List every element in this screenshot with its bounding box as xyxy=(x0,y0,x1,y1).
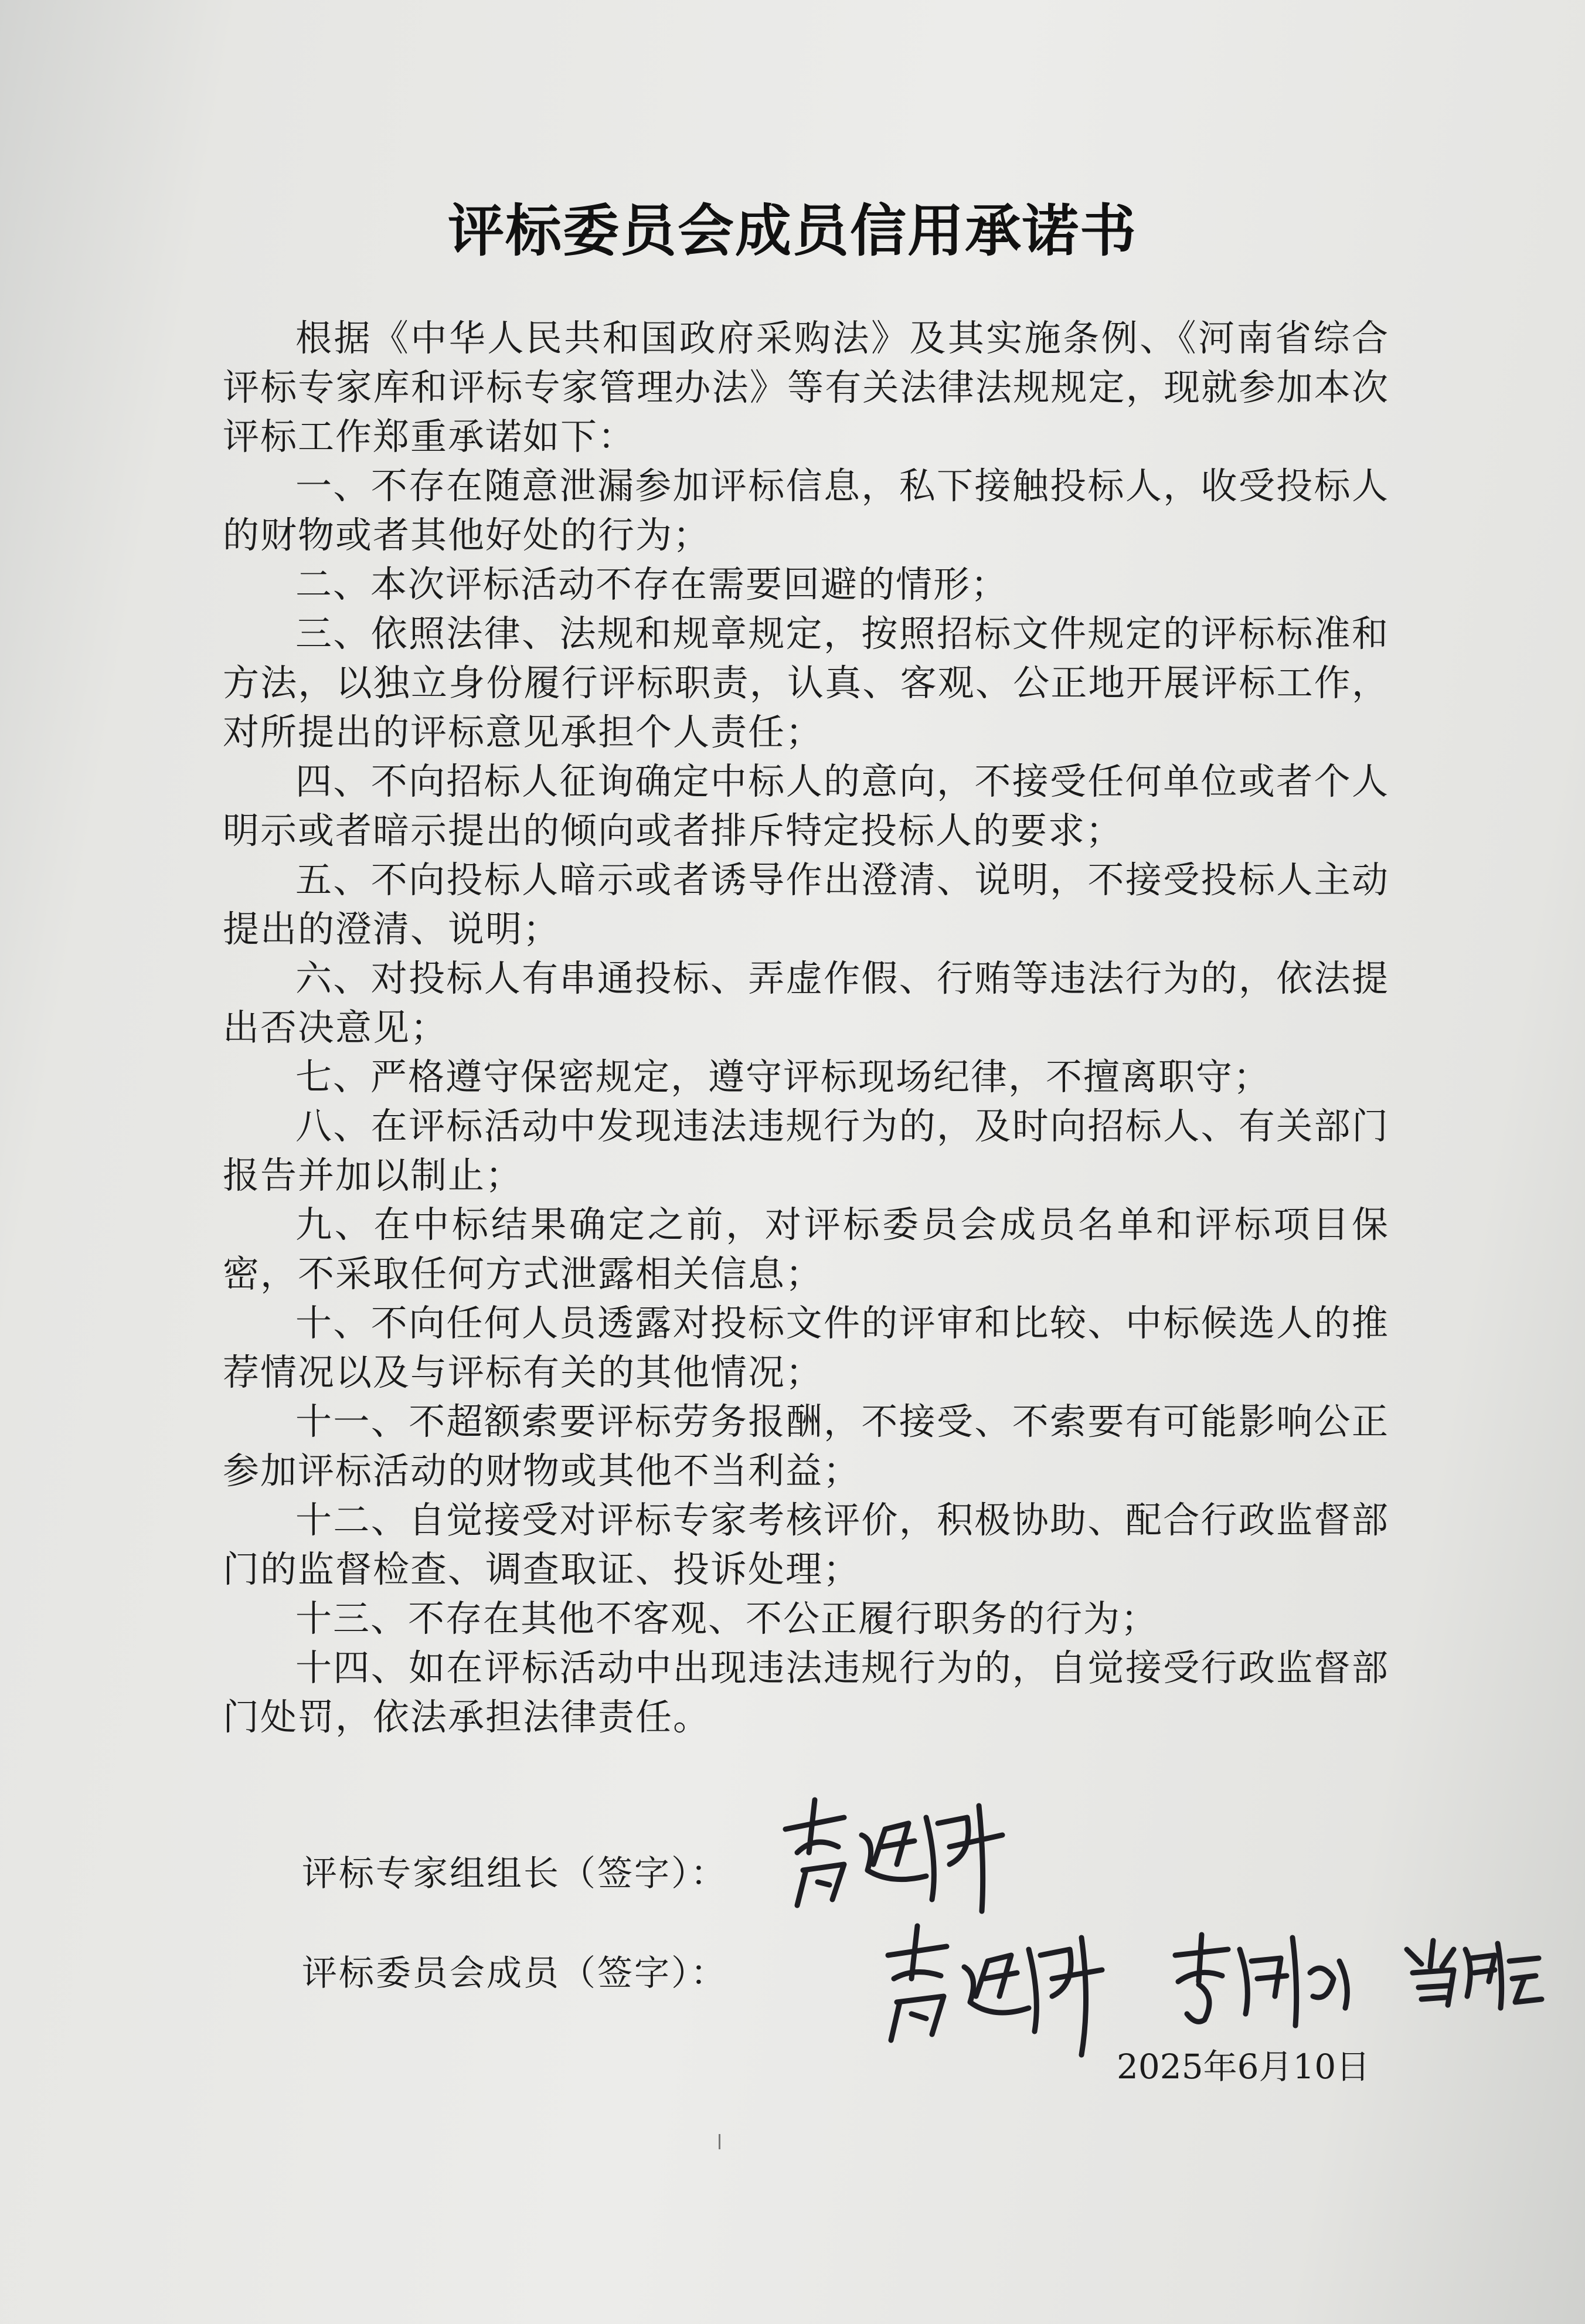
commitment-item-3: 三、依照法律、法规和规章规定，按照招标文件规定的评标标准和方法，以独立身份履行评标职责，认真、客观、公正地开展评标工作，对所提出的评标意见承担个人责任； xyxy=(223,612,1389,753)
commitment-item-13: 十三、不存在其他不客观、不公正履行职务的行为； xyxy=(295,1597,1159,1640)
leader-signature xyxy=(774,1782,1020,1917)
commitment-item-10: 十、不向任何人员透露对投标文件的评审和比较、中标候选人的推荐情况以及与评标有关的其他情况； xyxy=(223,1302,1389,1394)
member-signature-3 xyxy=(1398,1932,1545,2014)
member-signature-1 xyxy=(870,1914,1117,2061)
commitment-item-11: 十一、不超额索要评标劳务报酬，不接受、不索要有可能影响公正参加评标活动的财物或其他不当利益； xyxy=(223,1400,1389,1492)
paper-mark xyxy=(719,2134,720,2149)
document-body xyxy=(223,314,1389,1742)
commitment-item-1: 一、不存在随意泄漏参加评标信息，私下接触投标人，收受投标人的财物或者其他好处的行为； xyxy=(223,464,1389,556)
members-signature-label: 评标委员会成员（签字）： xyxy=(302,1953,727,1994)
commitment-item-14: 十四、如在评标活动中出现违法违规行为的，自觉接受行政监督部门处罚，依法承担法律责任。 xyxy=(223,1646,1389,1738)
commitment-item-4: 四、不向招标人征询确定中标人的意向，不接受任何单位或者个人明示或者暗示提出的倾向或者排斥特定投标人的要求； xyxy=(223,760,1389,852)
commitment-item-9: 九、在中标结果确定之前，对评标委员会成员名单和评标项目保密，不采取任何方式泄露相关信息； xyxy=(223,1203,1389,1295)
commitment-item-5: 五、不向投标人暗示或者诱导作出澄清、说明，不接受投标人主动提出的澄清、说明； xyxy=(223,858,1389,950)
intro-paragraph: 根据《中华人民共和国政府采购法》及其实施条例、《河南省综合评标专家库和评标专家管理办法》等有关法律法规规定，现就参加本次评标工作郑重承诺如下： xyxy=(223,317,1389,458)
commitment-item-8: 八、在评标活动中发现违法违规行为的，及时向招标人、有关部门报告并加以制止； xyxy=(223,1105,1389,1197)
commitment-item-12: 十二、自觉接受对评标专家考核评价，积极协助、配合行政监督部门的监督检查、调查取证、投诉处理； xyxy=(223,1499,1389,1591)
leader-signature-label: 评标专家组组长（签字）： xyxy=(302,1853,727,1894)
member-signature-2 xyxy=(1164,1926,1363,2031)
commitment-item-6: 六、对投标人有串通投标、弄虚作假、行贿等违法行为的，依法提出否决意见； xyxy=(223,957,1389,1049)
commitment-item-7: 七、严格遵守保密规定，遵守评标现场纪律，不擅离职守； xyxy=(295,1055,1271,1098)
commitment-item-2: 二、本次评标活动不存在需要回避的情形； xyxy=(295,563,1009,606)
signing-date: 2025年6月10日 xyxy=(1117,2047,1370,2087)
document-title: 评标委员会成员信用承诺书 xyxy=(448,198,1137,264)
